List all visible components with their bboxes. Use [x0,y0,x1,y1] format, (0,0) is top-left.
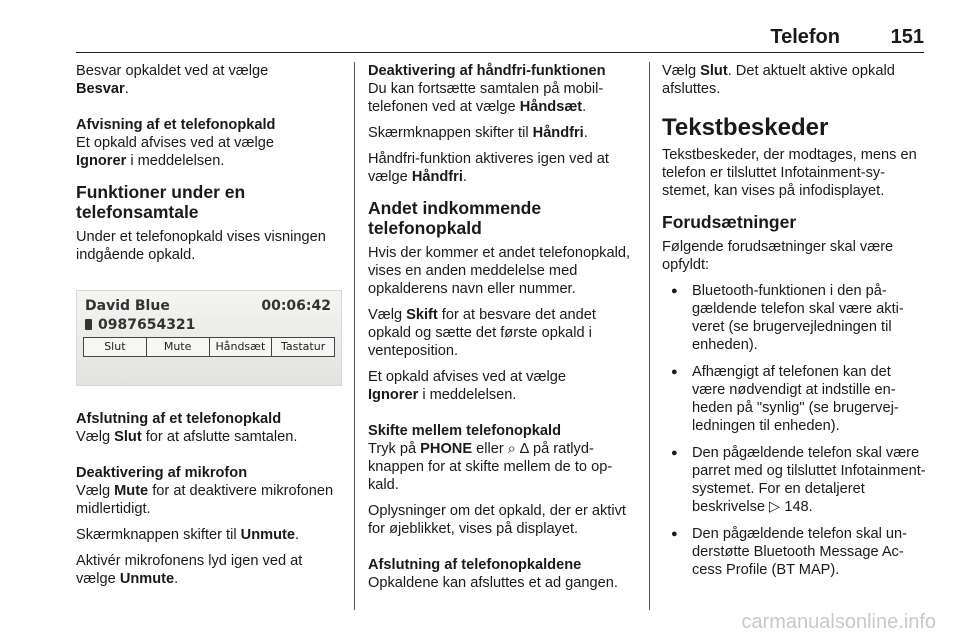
subheading: Afslutning af et telefonopkald [76,411,282,427]
page-number: 151 [890,26,924,48]
watermark: carmanualsonline.info [741,611,936,633]
chapter-title: Telefon [770,26,840,48]
paragraph: Skærmknappen skifter til Unmute. [76,527,300,543]
paragraph: Et opkald afvises ved at vælge Ignorer i meddelelsen. [368,369,566,403]
paragraph: Vælg Slut. Det aktuelt aktive opkald afsluttes. [662,63,895,97]
subheading: Skifte mellem telefonopkald [368,423,562,439]
list-item: ● Bluetooth-funktionen i den pågældende telefon skal være aktiveret (se brugervejledningen til enheden). [662,282,928,354]
paragraph: Vælg Skift for at besvare det andet opkald og sætte det første opkald i venteposition. [368,307,596,359]
subheading: Afslutning af telefonopkaldene [368,557,582,573]
section-heading: Andet indkommende telefonopkald [368,198,542,238]
list-item: ● Afhængigt af telefonen kan det være nødvendigt at indstille enheden på "synlig" (se brugervejledningen til enheden). [662,363,928,435]
subheading: Afvisning af et telefonopkald [76,117,276,133]
paragraph: Du kan fortsætte samtalen på mobiltelefonen ved at vælge Håndsæt. [368,81,604,115]
paragraph: Håndfri-funktion aktiveres igen ved at vælge Håndfri. [368,151,609,185]
paragraph: Følgende forudsætninger skal være opfyldt: [662,239,894,273]
paragraph: Aktivér mikrofonens lyd igen ved at vælge Unmute. [76,553,303,587]
column-1 [76,62,342,596]
phone-icon [85,319,92,330]
handset-button: Håndsæt [210,338,273,356]
section-heading: Tekstbeskeder [662,114,829,141]
paragraph: Et opkald afvises ved at vælge Ignorer i meddelelsen. [76,135,274,169]
paragraph: Vælg Slut for at afslutte samtalen. [76,429,298,445]
requirements-list [662,282,928,579]
paragraph: Under et telefonopkald vises visningen indgående opkald. [76,229,326,263]
page-header [76,26,924,53]
mute-button: Mute [147,338,210,356]
column-divider [354,62,355,610]
paragraph: Tekstbeskeder, der modtages, mens en telefon er tilsluttet Infotainment-systemet, kan vises på infodisplayet. [662,147,917,199]
keypad-button: Tastatur [272,338,334,356]
steering-wheel-button-icon: ⌕ ∆ [507,441,529,457]
caller-name: David Blue [85,298,170,314]
section-heading: Funktioner under en telefonsamtale [76,182,246,222]
subheading: Deaktivering af håndfri-funktionen [368,63,606,79]
paragraph: Tryk på PHONE eller ⌕ ∆ på ratlydknappen for at skifte mellem de to opkald. [368,441,613,493]
section-heading: Forudsætninger [662,212,797,232]
paragraph: Hvis der kommer et andet telefonopkald, vises en anden meddelelse med opkalderens navn eller nummer. [368,245,631,297]
paragraph: Besvar opkaldet ved at vælge Besvar. [76,63,269,97]
column-3 [662,62,928,588]
call-screen-illustration [76,290,342,386]
paragraph: Vælg Mute for at deaktivere mikrofonen midlertidigt. [76,483,334,517]
call-timer: 00:06:42 [261,298,331,314]
list-item: ● Den pågældende telefon skal understøtte Bluetooth Message Access Profile (BT MAP). [662,525,928,579]
column-2 [368,62,636,600]
paragraph: Oplysninger om det opkald, der er aktivt for øjeblikket, vises på displayet. [368,503,626,537]
list-item: ● Den pågældende telefon skal være parret med og tilsluttet Infotainment-systemet. For en detaljeret beskrivelse ▷ 148. [662,444,928,516]
end-call-button: Slut [84,338,147,356]
paragraph: Opkaldene kan afsluttes et ad gangen. [368,575,618,591]
subheading: Deaktivering af mikrofon [76,465,248,481]
caller-number: 0987654321 [85,316,195,334]
paragraph: Skærmknappen skifter til Håndfri. [368,125,588,141]
call-button-bar [83,337,335,357]
column-divider [649,62,650,610]
